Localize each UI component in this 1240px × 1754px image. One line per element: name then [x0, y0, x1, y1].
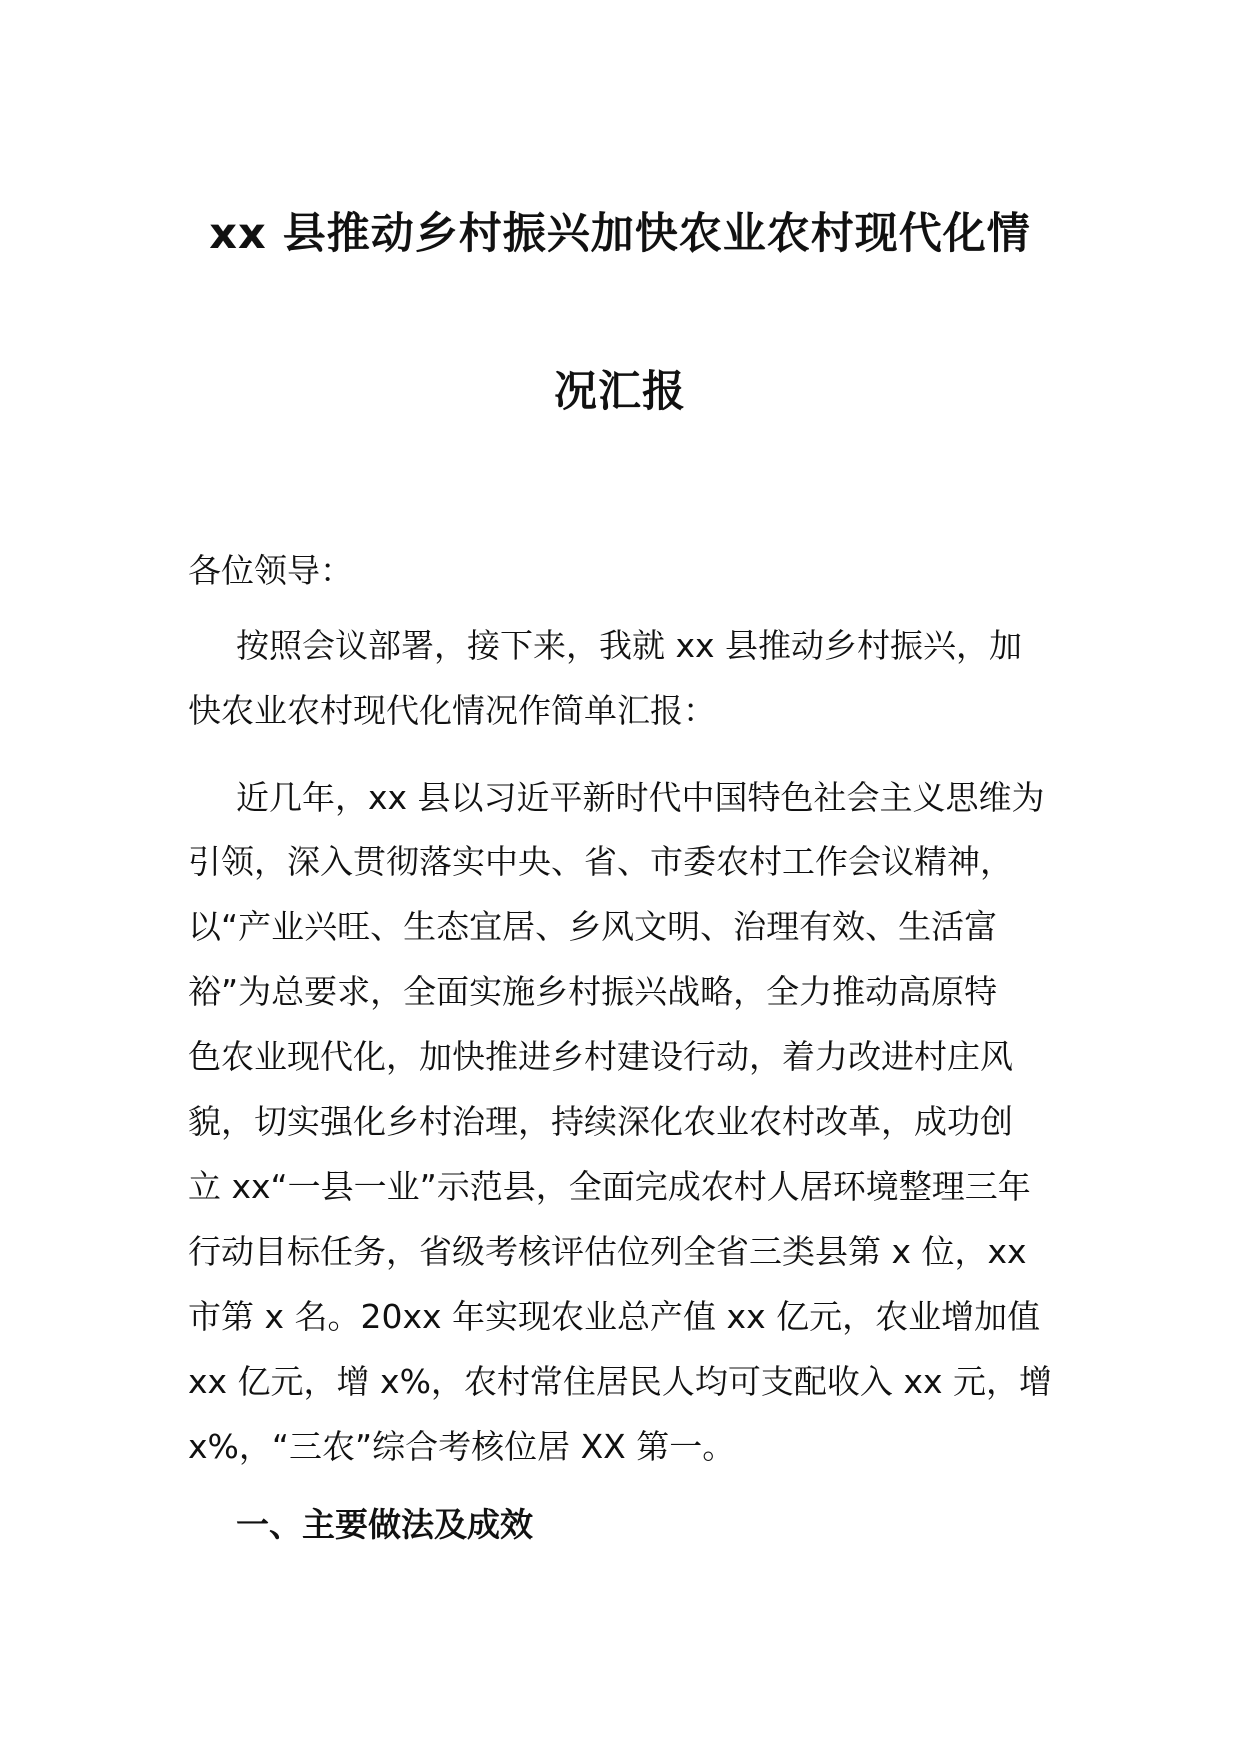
paragraph-line: 色农业现代化，加快推进乡村建设行动，着力改进村庄风 [188, 1037, 1013, 1076]
paragraph-line: 按照会议部署，接下来，我就 xx 县推动乡村振兴，加 [236, 626, 1023, 665]
paragraph-line: xx 亿元，增 x%，农村常住居民人均可支配收入 xx 元，增 [188, 1362, 1052, 1401]
paragraph-line: 近几年，xx 县以习近平新时代中国特色社会主义思维为 [236, 778, 1045, 817]
document-title-line-2: 况汇报 [554, 367, 686, 417]
paragraph-line: 立 xx“一县一业”示范县，全面完成农村人居环境整理三年 [188, 1167, 1031, 1206]
paragraph-line: 快农业农村现代化情况作简单汇报： [188, 691, 716, 730]
salutation: 各位领导： [188, 551, 353, 590]
paragraph-line: 引领，深入贯彻落实中央、省、市委农村工作会议精神， [188, 842, 1013, 881]
document-title-line-1: xx 县推动乡村振兴加快农业农村现代化情 [209, 209, 1031, 259]
paragraph-line: x%，“三农”综合考核位居 XX 第一。 [188, 1427, 736, 1466]
paragraph-line: 以“产业兴旺、生态宜居、乡风文明、治理有效、生活富 [188, 907, 998, 946]
section-heading: 一、主要做法及成效 [236, 1505, 533, 1544]
paragraph-line: 行动目标任务，省级考核评估位列全省三类县第 x 位，xx [188, 1232, 1027, 1271]
paragraph-line: 市第 x 名。20xx 年实现农业总产值 xx 亿元，农业增加值 [188, 1297, 1041, 1336]
paragraph-line: 裕”为总要求，全面实施乡村振兴战略，全力推动高原特 [188, 972, 998, 1011]
paragraph-line: 貌，切实强化乡村治理，持续深化农业农村改革，成功创 [188, 1102, 1013, 1141]
